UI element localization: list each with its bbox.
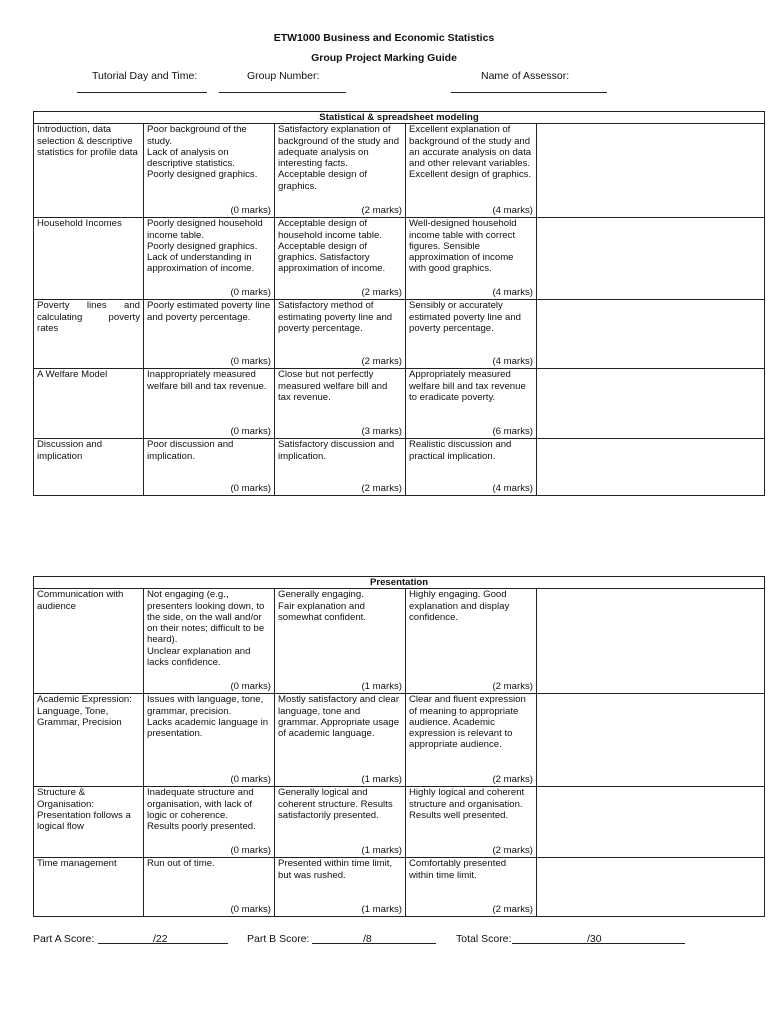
part-b-score-label: Part B Score: [247, 933, 310, 945]
level-description: Satisfactory explanation of background of the study and adequate analysis on interesting facts. Acceptable design of graphics. [278, 124, 400, 192]
marks-label: (0 marks) [230, 205, 271, 216]
level-description: Poor discussion and implication. [147, 439, 234, 462]
part-a-score-label: Part A Score: [33, 933, 95, 945]
level-description: Clear and fluent expression of meaning to appropriate audience. Academic expression is relevant to appropriate audience. [409, 694, 526, 751]
assessor-label: Name of Assessor: [481, 70, 570, 82]
rubric-row [34, 858, 765, 917]
rubric-row [34, 369, 765, 439]
level-description: Satisfactory method of estimating poverty line and poverty percentage. [278, 300, 393, 334]
marks-label: (0 marks) [230, 287, 271, 298]
marks-label: (4 marks) [492, 205, 533, 216]
rubric-row [34, 694, 765, 787]
marks-label: (4 marks) [492, 483, 533, 494]
score-cell[interactable] [537, 694, 765, 787]
score-cell[interactable] [537, 124, 765, 218]
total-score-label: Total Score: [456, 933, 512, 945]
level-description: Generally logical and coherent structure. Results satisfactorily presented. [278, 787, 393, 821]
marks-label: (2 marks) [361, 287, 402, 298]
criterion-label: Communication with audience [37, 589, 124, 612]
level-description: Well-designed household income table with correct figures. Sensible approximation of income with good graphics. [409, 218, 517, 275]
tutorial-label: Tutorial Day and Time: [92, 70, 198, 82]
tutorial-field[interactable] [77, 92, 207, 93]
rubric-row [34, 787, 765, 858]
level-description: Run out of time. [147, 858, 215, 870]
level-description: Acceptable design of household income table. Acceptable design of graphics. Satisfactory approximation of income. [278, 218, 386, 275]
marks-label: (0 marks) [230, 483, 271, 494]
level-description: Presented within time limit, but was rushed. [278, 858, 393, 881]
level-description: Excellent explanation of background of the study and an accurate analysis on data and other relevant variables. Excellent design of graphics. [409, 124, 532, 181]
marks-label: (0 marks) [230, 774, 271, 785]
marks-label: (0 marks) [230, 845, 271, 856]
group-number-field[interactable] [219, 92, 346, 93]
criterion-label: Introduction, data selection & descriptive statistics for profile data [37, 124, 138, 158]
score-cell[interactable] [537, 369, 765, 439]
level-description: Appropriately measured welfare bill and tax revenue to eradicate poverty. [409, 369, 526, 403]
statistical-modeling-table [33, 111, 765, 496]
level-description: Highly engaging. Good explanation and display confidence. [409, 589, 510, 623]
marks-label: (0 marks) [230, 904, 271, 915]
part-b-score-field[interactable] [312, 943, 436, 944]
part-b-total: /8 [363, 933, 372, 945]
marks-label: (3 marks) [361, 426, 402, 437]
marks-label: (2 marks) [361, 205, 402, 216]
group-number-label: Group Number: [247, 70, 320, 82]
marks-label: (6 marks) [492, 426, 533, 437]
level-description: Not engaging (e.g., presenters looking down, to the side, on the wall and/or on their notes; difficult to be heard). Unclear explanation and lacks confidence. [147, 589, 265, 669]
level-description: Realistic discussion and practical implication. [409, 439, 512, 462]
level-description: Highly logical and coherent structure and organisation. Results well presented. [409, 787, 525, 821]
marks-label: (2 marks) [492, 774, 533, 785]
level-description: Mostly satisfactory and clear language, tone and grammar. Appropriate usage of academic language. [278, 694, 400, 740]
marks-label: (2 marks) [492, 904, 533, 915]
marks-label: (0 marks) [230, 426, 271, 437]
criterion-label: Time management [37, 858, 117, 870]
document-subtitle: Group Project Marking Guide [311, 52, 457, 64]
level-description: Inappropriately measured welfare bill and tax revenue. [147, 369, 267, 392]
marks-label: (4 marks) [492, 356, 533, 367]
marks-label: (2 marks) [361, 356, 402, 367]
rubric-row [34, 300, 765, 369]
part-a-total: /22 [153, 933, 168, 945]
marks-label: (4 marks) [492, 287, 533, 298]
criterion-label: Structure & Organisation: Presentation follows a logical flow [37, 787, 131, 833]
presentation-table [33, 576, 765, 917]
score-cell[interactable] [537, 439, 765, 496]
level-description: Close but not perfectly measured welfare bill and tax revenue. [278, 369, 388, 403]
section-title: Presentation [34, 577, 765, 589]
level-description: Poorly estimated poverty line and poverty percentage. [147, 300, 271, 323]
score-cell[interactable] [537, 787, 765, 858]
marks-label: (1 marks) [361, 774, 402, 785]
marks-label: (1 marks) [361, 681, 402, 692]
rubric-row [34, 218, 765, 300]
marks-label: (0 marks) [230, 681, 271, 692]
document-title: ETW1000 Business and Economic Statistics [273, 32, 495, 44]
level-description: Generally engaging. Fair explanation and somewhat confident. [278, 589, 366, 623]
total-score-total: /30 [587, 933, 602, 945]
assessor-field[interactable] [451, 92, 607, 93]
marks-label: (2 marks) [492, 681, 533, 692]
section-title: Statistical & spreadsheet modeling [34, 112, 765, 124]
score-cell[interactable] [537, 589, 765, 694]
score-cell[interactable] [537, 858, 765, 917]
level-description: Comfortably presented within time limit. [409, 858, 507, 881]
criterion-label: A Welfare Model [37, 369, 108, 381]
score-cell[interactable] [537, 218, 765, 300]
level-description: Issues with language, tone, grammar, precision. Lacks academic language in presentation. [147, 694, 269, 740]
criterion-label: Discussion and implication [37, 439, 103, 462]
marks-label: (2 marks) [361, 483, 402, 494]
marks-label: (1 marks) [361, 904, 402, 915]
rubric-row [34, 589, 765, 694]
level-description: Poor background of the study. Lack of analysis on descriptive statistics. Poorly designed graphics. [147, 124, 258, 181]
level-description: Poorly designed household income table. Poorly designed graphics. Lack of understanding in approximation of income. [147, 218, 263, 275]
criterion-label: Poverty lines and calculating poverty rates [37, 300, 140, 334]
rubric-row [34, 439, 765, 496]
marks-label: (0 marks) [230, 356, 271, 367]
score-cell[interactable] [537, 300, 765, 369]
criterion-label: Academic Expression: Language, Tone, Grammar, Precision [37, 694, 132, 728]
rubric-row [34, 124, 765, 218]
marks-label: (1 marks) [361, 845, 402, 856]
level-description: Sensibly or accurately estimated poverty line and poverty percentage. [409, 300, 521, 334]
level-description: Satisfactory discussion and implication. [278, 439, 395, 462]
marks-label: (2 marks) [492, 845, 533, 856]
level-description: Inadequate structure and organisation, with lack of logic or coherence. Results poorly presented. [147, 787, 256, 833]
criterion-label: Household Incomes [37, 218, 122, 230]
